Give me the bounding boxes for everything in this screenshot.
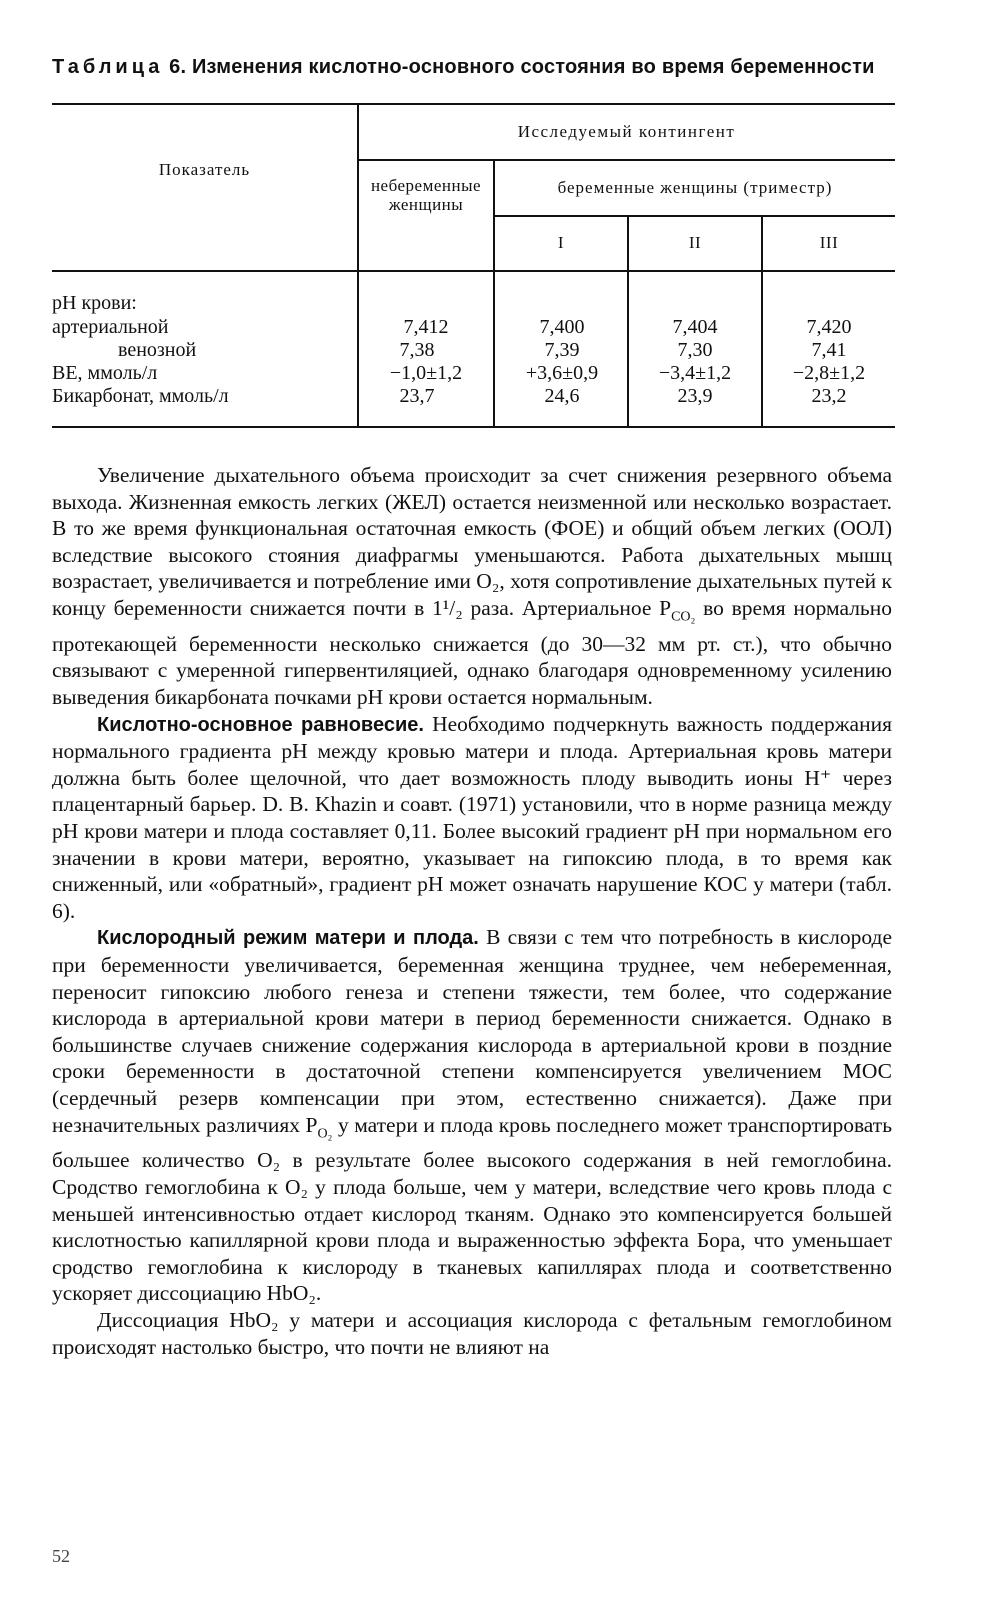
table-cell: 23,2 [811, 385, 847, 407]
section-heading: Кислородный режим матери и плода. [97, 927, 479, 950]
header-nonpregnant: небеременные женщины [370, 176, 482, 214]
caption-number: 6. [169, 56, 187, 78]
body-text [52, 462, 892, 1360]
col-divider-2 [493, 160, 495, 427]
table-cell: 23,7 [399, 385, 435, 407]
table-caption [52, 56, 952, 79]
header-trimester-1: I [557, 233, 565, 252]
page-number: 52 [52, 1546, 70, 1566]
header-pregnant: беременные женщины (триместр) [557, 178, 833, 197]
section-heading: Кислотно-основное равновесие. [97, 713, 424, 736]
table-header-rule-1 [358, 159, 895, 161]
table-cell: −3,4±1,2 [658, 362, 732, 384]
header-trimester-3: III [819, 233, 839, 252]
row-label-ph: pH крови: [52, 292, 137, 314]
table-cell: +3,6±0,9 [525, 362, 599, 384]
table-cell: −2,8±1,2 [792, 362, 866, 384]
table-cell: 7,38 [399, 339, 435, 361]
table-top-rule [52, 103, 895, 105]
table-cell: 7,400 [539, 316, 585, 338]
caption-label: Таблица [52, 56, 164, 78]
paragraph: Диссоциация HbO₂ у матери и ассоциация кислорода с фетальным гемоглобином происходят настолько быстро, что почти не влияют на [52, 1308, 892, 1359]
table-cell: 24,6 [544, 385, 580, 407]
row-label-bicarbonate: Бикарбонат, ммоль/л [52, 385, 229, 407]
col-divider-1 [357, 104, 359, 427]
table-cell: 7,39 [544, 339, 580, 361]
table-header-bottom-rule [52, 270, 895, 272]
table-cell: −1,0±1,2 [389, 362, 463, 384]
paragraph: Кислотно-основное равновесие. Необходимо подчеркнуть важность поддержания нормального градиента pH между кровью матери и плода. Артериальная кровь матери должна быть более щелочной, что дает возможность плоду выводить ионы H⁺ через плацентарный барьер. D. B. Khazin и соавт. (1971) установили, что в норме разница между pH крови матери и плода составляет 0,11. Более высокий градиент pH при нормальном его значении в крови матери, вероятно, указывает на гипоксию плода, в то время как сниженный, или «обратный», градиент pH может означать нарушение КОС у матери (табл. 6). [52, 711, 892, 923]
table-cell: 23,9 [677, 385, 713, 407]
row-label-venous: венозной [118, 339, 197, 361]
table-header-rule-2 [494, 215, 895, 217]
header-group: Исследуемый контингент [517, 122, 736, 141]
table-cell: 7,41 [811, 339, 847, 361]
paragraph: Кислородный режим матери и плода. В связи с тем что потребность в кислороде при беременности увеличивается, беременная женщина труднее, чем небеременная, переносит гипоксию любого генеза и степени тяжести, тем более, что содержание кислорода в артериальной крови матери в период беременности снижается. Однако в большинстве случаев снижение содержания кислорода в артериальной крови в поздние сроки беременности в достаточной степени компенсируется увеличением МОС (сердечный резерв компенсации при этом, естественно снижается). Даже при незначительных различиях $P_{O_2}$ у матери и плода кровь последнего может транспортировать большее количество O₂ в результате более высокого содержания в ней гемоглобина. Сродство гемоглобина к O₂ у плода больше, чем у матери, вследствие чего кровь плода с меньшей интенсивностью отдает кислород тканям. Однако это компенсируется большей кислотностью капиллярной крови плода и выраженностью эффекта Бора, что уменьшает сродство гемоглобина к кислороду в тканевых капиллярах плода и соответственно ускоряет диссоциацию HbO₂. [52, 925, 892, 1306]
caption-title: Изменения кислотно-основного состояния во время беременности [191, 56, 875, 78]
table-cell: 7,412 [403, 316, 449, 338]
table-cell: 7,404 [672, 316, 718, 338]
table-cell: 7,30 [677, 339, 713, 361]
table-cell: 7,420 [806, 316, 852, 338]
table-bottom-rule [52, 426, 895, 428]
row-label-arterial: артериальной [52, 316, 169, 338]
header-trimester-2: II [688, 233, 702, 252]
paragraph: Увеличение дыхательного объема происходит за счет снижения резервного объема выхода. Жизненная емкость легких (ЖЕЛ) остается неизменной или несколько возрастает. В то же время функциональная остаточная емкость (ФОЕ) и общий объем легких (ООЛ) вследствие высокого стояния диафрагмы уменьшаются. Работа дыхательных мышц возрастает, увеличивается и потребление ими O₂, хотя сопротивление дыхательных путей к концу беременности снижается почти в 1¹/₂ раза. Артериальное $P_{CO_2}$ во время нормально протекающей беременности несколько снижается (до 30—32 мм рт. ст.), что обычно связывают с умеренной гипервентиляцией, однако благодаря одновременному усилению выведения бикарбоната почками pH крови остается нормальным. [52, 463, 892, 710]
row-label-be: BE, ммоль/л [52, 362, 158, 384]
header-indicator: Показатель [158, 160, 251, 179]
